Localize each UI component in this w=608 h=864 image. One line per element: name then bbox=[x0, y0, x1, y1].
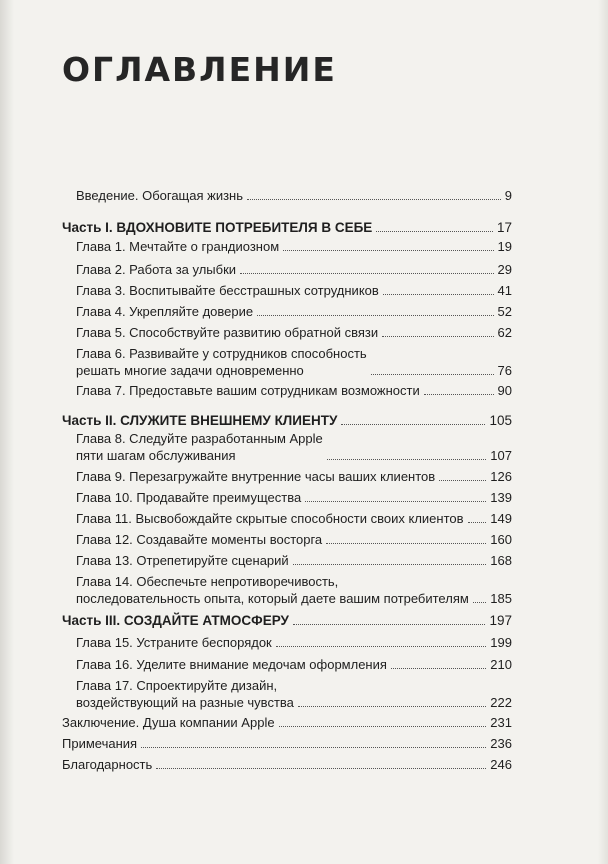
toc-page-number: 197 bbox=[489, 613, 512, 628]
toc-entry-chapter-8[interactable] bbox=[76, 430, 512, 464]
toc-entry-label: Глава 4. Укрепляйте доверие bbox=[76, 304, 254, 319]
toc-entry-part-3[interactable] bbox=[62, 612, 512, 629]
toc-entry-label-line-2: последовательность опыта, который даете вашим потребителям bbox=[76, 591, 469, 606]
toc-entry-label-line-1: Глава 17. Спроектируйте дизайн, bbox=[76, 678, 278, 693]
toc-page-number: 9 bbox=[504, 188, 512, 203]
toc-page-number: 210 bbox=[490, 657, 512, 672]
toc-entry-chapter-4[interactable] bbox=[76, 303, 512, 320]
toc-entry-chapter-7[interactable] bbox=[76, 382, 512, 399]
toc-entry-label: Часть I. ВДОХНОВИТЕ ПОТРЕБИТЕЛЯ В СЕБЕ bbox=[62, 220, 373, 235]
dot-leader bbox=[257, 315, 493, 316]
toc-page-number: 105 bbox=[489, 413, 512, 428]
toc-page-number: 126 bbox=[490, 469, 512, 484]
toc-entry-chapter-14[interactable] bbox=[76, 573, 512, 607]
dot-leader bbox=[293, 564, 487, 565]
toc-entry-label: Примечания bbox=[62, 736, 138, 751]
toc-entry-chapter-17[interactable] bbox=[76, 667, 512, 711]
toc-entry-chapter-5[interactable] bbox=[76, 324, 512, 341]
toc-page-number: 76 bbox=[497, 363, 512, 378]
toc-entry-chapter-2[interactable] bbox=[76, 261, 512, 278]
dot-leader bbox=[341, 424, 485, 425]
toc-entry-notes[interactable] bbox=[62, 735, 512, 752]
toc-page-number: 41 bbox=[497, 283, 512, 298]
toc-entry-label bbox=[76, 573, 469, 607]
toc-entry-label: Глава 15. Устраните беспорядок bbox=[76, 635, 272, 650]
toc-page-number: 246 bbox=[490, 757, 512, 772]
toc-entry-intro[interactable] bbox=[76, 187, 512, 204]
dot-leader bbox=[283, 250, 493, 251]
dot-leader bbox=[326, 543, 486, 544]
toc-page-number: 160 bbox=[490, 532, 512, 547]
dot-leader bbox=[293, 624, 486, 625]
dot-leader bbox=[327, 459, 487, 460]
dot-leader bbox=[298, 706, 486, 707]
dot-leader bbox=[371, 374, 494, 375]
toc-page-number: 185 bbox=[490, 591, 512, 606]
dot-leader bbox=[473, 602, 487, 603]
toc-entry-conclusion[interactable] bbox=[62, 714, 512, 731]
toc-entry-label: Часть II. СЛУЖИТЕ ВНЕШНЕМУ КЛИЕНТУ bbox=[62, 413, 338, 428]
toc-entry-label: Заключение. Душа компании Apple bbox=[62, 715, 275, 730]
dot-leader bbox=[305, 501, 486, 502]
toc-entry-label: Глава 16. Уделите внимание медочам оформления bbox=[76, 657, 387, 672]
toc-entry-chapter-9[interactable] bbox=[76, 468, 512, 485]
toc-entry-acknowledgements[interactable] bbox=[62, 756, 512, 773]
dot-leader bbox=[439, 480, 486, 481]
toc-entry-label: Глава 12. Создавайте моменты восторга bbox=[76, 532, 323, 547]
toc-entry-label-line-2: решать многие задачи одновременно bbox=[76, 363, 304, 378]
toc-page-number: 17 bbox=[496, 220, 512, 235]
toc-entry-label: Благодарность bbox=[62, 757, 153, 772]
dot-leader bbox=[240, 273, 494, 274]
toc-entry-chapter-11[interactable] bbox=[76, 510, 512, 527]
dot-leader bbox=[424, 394, 494, 395]
toc-entry-label: Глава 5. Способствуйте развитию обратной связи bbox=[76, 325, 379, 340]
toc-entry-label: Глава 9. Перезагружайте внутренние часы ваших клиентов bbox=[76, 469, 436, 484]
toc-entry-label: Глава 1. Мечтайте о грандиозном bbox=[76, 239, 280, 254]
toc-page-number: 29 bbox=[497, 262, 512, 277]
dot-leader bbox=[279, 726, 487, 727]
toc-entry-part-2[interactable] bbox=[62, 412, 512, 429]
toc-entry-label: Часть III. СОЗДАЙТЕ АТМОСФЕРУ bbox=[62, 613, 289, 628]
toc-page-number: 139 bbox=[490, 490, 512, 505]
dot-leader bbox=[468, 522, 487, 523]
toc-page-number: 168 bbox=[490, 553, 512, 568]
toc-entry-label-line-1: Глава 6. Развивайте у сотрудников способность bbox=[76, 346, 367, 361]
toc-entry-label: Введение. Обогащая жизнь bbox=[76, 188, 244, 203]
dot-leader bbox=[276, 646, 487, 647]
toc-entry-part-1[interactable] bbox=[62, 219, 512, 236]
dot-leader bbox=[383, 294, 494, 295]
toc-page-number: 90 bbox=[497, 383, 512, 398]
toc-entry-label-line-1: Глава 8. Следуйте разработанным Apple bbox=[76, 431, 323, 446]
toc-page-number: 52 bbox=[497, 304, 512, 319]
toc-page-number: 231 bbox=[490, 715, 512, 730]
toc-entry-chapter-12[interactable] bbox=[76, 531, 512, 548]
toc-entry-label: Глава 7. Предоставьте вашим сотрудникам возможности bbox=[76, 383, 420, 398]
toc-entry-chapter-10[interactable] bbox=[76, 489, 512, 506]
dot-leader bbox=[141, 747, 486, 748]
toc-entry-label bbox=[76, 430, 323, 464]
toc-page-number: 199 bbox=[490, 635, 512, 650]
toc-entry-chapter-3[interactable] bbox=[76, 282, 512, 299]
toc-entry-label: Глава 2. Работа за улыбки bbox=[76, 262, 237, 277]
dot-leader bbox=[247, 199, 501, 200]
toc-page-number: 222 bbox=[490, 695, 512, 710]
toc-page-number: 62 bbox=[497, 325, 512, 340]
toc-page-number: 107 bbox=[490, 448, 512, 463]
toc-entry-chapter-6[interactable] bbox=[76, 345, 512, 379]
toc-entry-chapter-1[interactable] bbox=[76, 238, 512, 255]
toc-entry-label bbox=[76, 345, 367, 379]
toc-entry-chapter-13[interactable] bbox=[76, 552, 512, 569]
dot-leader bbox=[376, 231, 493, 232]
toc-entry-label-line-2: воздействующий на разные чувства bbox=[76, 695, 294, 710]
dot-leader bbox=[156, 768, 486, 769]
toc-page-number: 236 bbox=[490, 736, 512, 751]
toc-entry-label-line-1: Глава 14. Обеспечьте непротиворечивость, bbox=[76, 574, 339, 589]
toc-page-number: 19 bbox=[497, 239, 512, 254]
dot-leader bbox=[382, 336, 493, 337]
toc-entry-label: Глава 10. Продавайте преимущества bbox=[76, 490, 302, 505]
toc-entry-label bbox=[76, 677, 294, 711]
page-title: ОГЛАВЛЕНИЕ bbox=[62, 50, 337, 89]
toc-page-number: 149 bbox=[490, 511, 512, 526]
toc-entry-label: Глава 13. Отрепетируйте сценарий bbox=[76, 553, 289, 568]
toc-entry-label-line-2: пяти шагам обслуживания bbox=[76, 448, 236, 463]
toc-entry-label: Глава 11. Высвобождайте скрытые способности своих клиентов bbox=[76, 511, 464, 526]
toc-entry-chapter-15[interactable] bbox=[76, 634, 512, 651]
toc-entry-label: Глава 3. Воспитывайте бесстрашных сотрудников bbox=[76, 283, 379, 298]
